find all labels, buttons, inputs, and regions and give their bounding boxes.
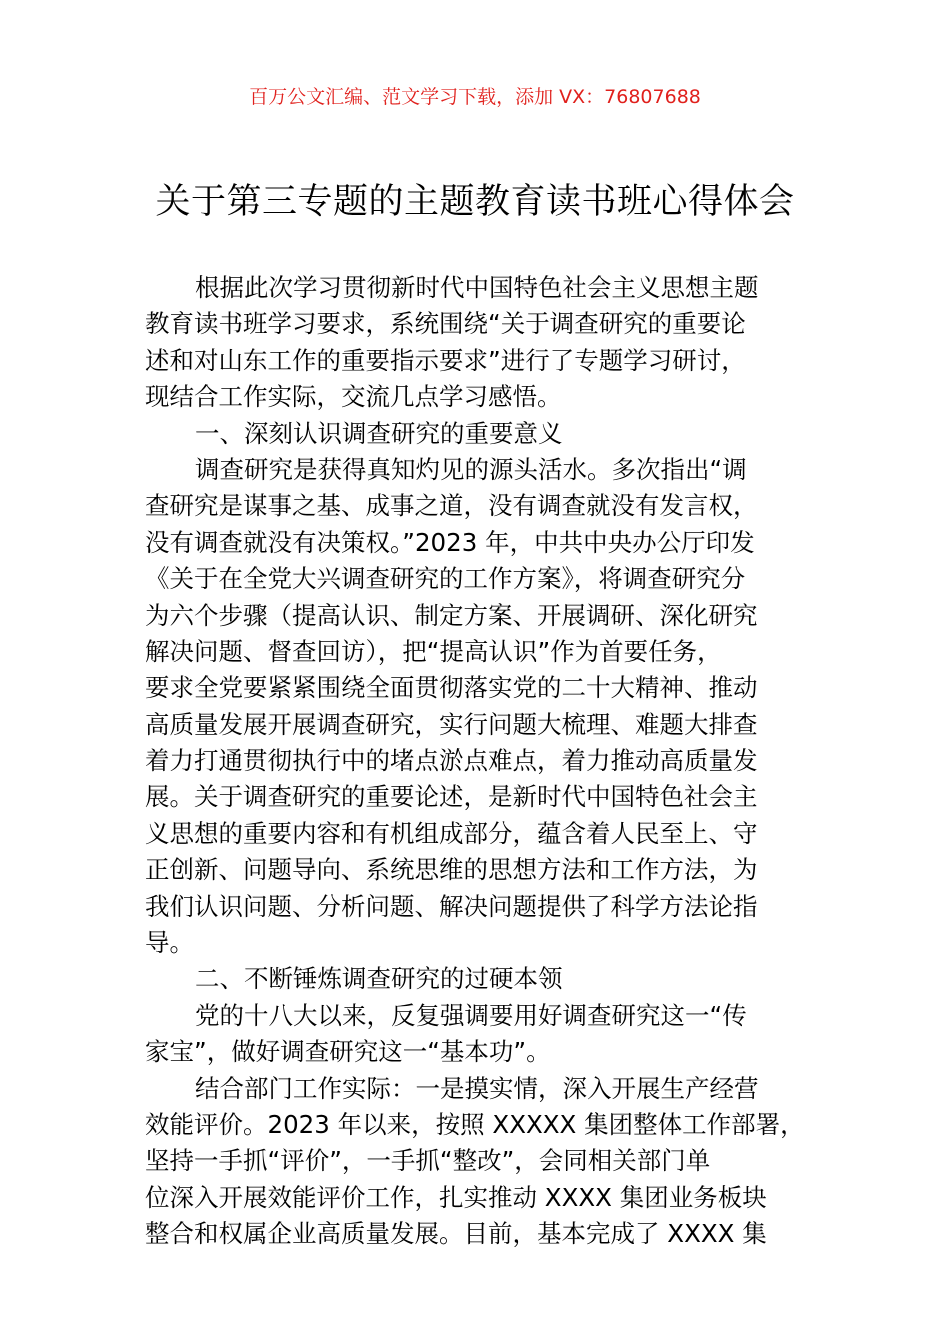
paragraph-line: 高质量发展开展调查研究，实行问题大梳理、难题大排查 — [145, 709, 758, 739]
section-heading: 二、不断锤炼调查研究的过硬本领 — [195, 964, 563, 994]
paragraph-line: 效能评价。2023 年以来，按照 XXXXX 集团整体工作部署， — [145, 1109, 805, 1139]
section-heading: 一、深刻认识调查研究的重要意义 — [195, 418, 563, 448]
paragraph-line: 调查研究是获得真知灼见的源头活水。多次指出“调 — [195, 454, 747, 484]
paragraph-line: 教育读书班学习要求，系统围绕“关于调查研究的重要论 — [145, 309, 746, 339]
paragraph-line: 解决问题、督查回访），把“提高认识”作为首要任务， — [145, 636, 722, 666]
document-body — [145, 270, 825, 1253]
paragraph-line: 述和对山东工作的重要指示要求”进行了专题学习研讨， — [145, 345, 746, 375]
paragraph-line: 结合部门工作实际：一是摸实情，深入开展生产经营 — [195, 1073, 759, 1103]
paragraph-line: 《关于在全党大兴调查研究的工作方案》，将调查研究分 — [145, 564, 746, 594]
paragraph-line: 正创新、问题导向、系统思维的思想方法和工作方法，为 — [145, 855, 758, 885]
document-title: 关于第三专题的主题教育读书班心得体会 — [155, 182, 795, 222]
paragraph-line: 没有调查就没有决策权。”2023 年，中共中央办公厅印发 — [145, 527, 755, 557]
paragraph-line: 导。 — [145, 928, 194, 958]
paragraph-line: 我们认识问题、分析问题、解决问题提供了科学方法论指 — [145, 891, 758, 921]
paragraph-line: 党的十八大以来，反复强调要用好调查研究这一“传 — [195, 1000, 747, 1030]
paragraph-line: 根据此次学习贯彻新时代中国特色社会主义思想主题 — [195, 273, 759, 302]
paragraph-line: 着力打通贯彻执行中的堵点淤点难点，着力推动高质量发 — [145, 746, 758, 776]
paragraph-line: 展。关于调查研究的重要论述，是新时代中国特色社会主 — [145, 782, 758, 812]
paragraph-line: 现结合工作实际，交流几点学习感悟。 — [145, 382, 562, 412]
paragraph-line: 位深入开展效能评价工作，扎实推动 XXXX 集团业务板块 — [145, 1182, 767, 1212]
paragraph-line: 整合和权属企业高质量发展。目前，基本完成了 XXXX 集 — [145, 1219, 767, 1249]
paragraph-line: 要求全党要紧紧围绕全面贯彻落实党的二十大精神、推动 — [145, 673, 758, 703]
watermark-banner: 百万公文汇编、范文学习下载，添加 VX：76807688 — [249, 86, 701, 108]
paragraph-line: 坚持一手抓“评价”，一手抓“整改”，会同相关部门单 — [145, 1146, 711, 1176]
paragraph-line: 家宝”，做好调查研究这一“基本功”。 — [145, 1037, 551, 1067]
paragraph-line: 为六个步骤（提高认识、制定方案、开展调研、深化研究 — [145, 600, 758, 630]
paragraph-line: 查研究是谋事之基、成事之道，没有调查就没有发言权， — [145, 491, 758, 521]
paragraph-line: 义思想的重要内容和有机组成部分，蕴含着人民至上、守 — [145, 818, 758, 848]
